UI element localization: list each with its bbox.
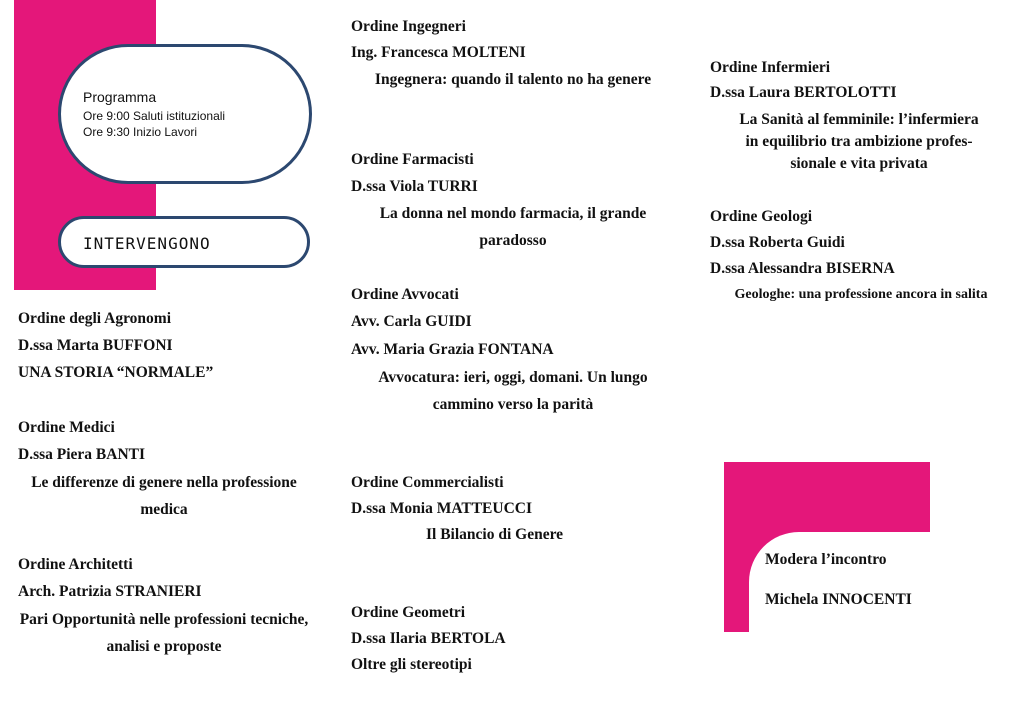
agronomi-topic: UNA STORIA “NORMALE” [18, 364, 214, 381]
infermieri-speaker: D.ssa Laura BERTOLOTTI [710, 84, 897, 101]
intervengono-box [58, 216, 310, 268]
agronomi-ordine: Ordine degli Agronomi [18, 310, 172, 327]
geometri-ordine: Ordine Geometri [351, 604, 466, 621]
architetti-ordine: Ordine Architetti [18, 556, 133, 573]
moderator-panel [749, 532, 930, 632]
geologi-topic: Geologhe: una professione ancora in salita [734, 287, 988, 302]
intervengono-label: INTERVENGONO [83, 234, 211, 253]
infermieri-ordine: Ordine Infermieri [710, 59, 831, 76]
farmacisti-topic: La donna nel mondo farmacia, il grande paradosso [379, 205, 647, 249]
avvocati-ordine: Ordine Avvocati [351, 286, 459, 303]
architetti-speaker: Arch. Patrizia STRANIERI [18, 583, 202, 600]
agronomi-speaker: D.ssa Marta BUFFONI [18, 337, 173, 354]
farmacisti-speaker: D.ssa Viola TURRI [351, 178, 478, 195]
farmacisti-ordine: Ordine Farmacisti [351, 151, 474, 168]
geologi-speaker-1: D.ssa Roberta Guidi [710, 234, 845, 251]
infermieri-topic-line-2: in equilibrio tra ambizione profes- [745, 133, 973, 150]
medici-topic: Le differenze di genere nella professione medica [31, 474, 297, 518]
ingegneri-speaker: Ing. Francesca MOLTENI [351, 44, 526, 61]
commercialisti-topic: Il Bilancio di Genere [426, 526, 564, 543]
program-line-1: Ore 9:00 Saluti istituzionali [83, 109, 226, 123]
avvocati-topic: Avvocatura: ieri, oggi, domani. Un lungo cammino verso la parità [378, 369, 648, 413]
avvocati-speaker-2: Avv. Maria Grazia FONTANA [351, 341, 554, 358]
moderator-label: Modera l’incontro [765, 551, 887, 568]
geometri-speaker: D.ssa Ilaria BERTOLA [351, 630, 506, 647]
geologi-ordine: Ordine Geologi [710, 208, 813, 225]
infermieri-topic-line-3: sionale e vita privata [790, 155, 928, 172]
medici-speaker: D.ssa Piera BANTI [18, 446, 146, 463]
ingegneri-topic: Ingegnera: quando il talento no ha genere [374, 71, 652, 88]
ingegneri-ordine: Ordine Ingegneri [351, 18, 466, 35]
program-title: Programma [83, 89, 157, 105]
medici-ordine: Ordine Medici [18, 419, 115, 436]
architetti-topic: Pari Opportunità nelle professioni tecniche, analisi e proposte [19, 611, 309, 655]
program-line-2: Ore 9:30 Inizio Lavori [83, 125, 198, 139]
commercialisti-ordine: Ordine Commercialisti [351, 474, 504, 491]
infermieri-topic-line-1: La Sanità al femminile: l’infermiera [739, 111, 979, 128]
geometri-topic: Oltre gli stereotipi [351, 656, 472, 673]
program-box [58, 44, 312, 184]
commercialisti-speaker: D.ssa Monia MATTEUCCI [351, 500, 532, 517]
moderator-name: Michela INNOCENTI [765, 591, 912, 608]
avvocati-speaker-1: Avv. Carla GUIDI [351, 313, 472, 330]
geologi-speaker-2: D.ssa Alessandra BISERNA [710, 260, 895, 277]
